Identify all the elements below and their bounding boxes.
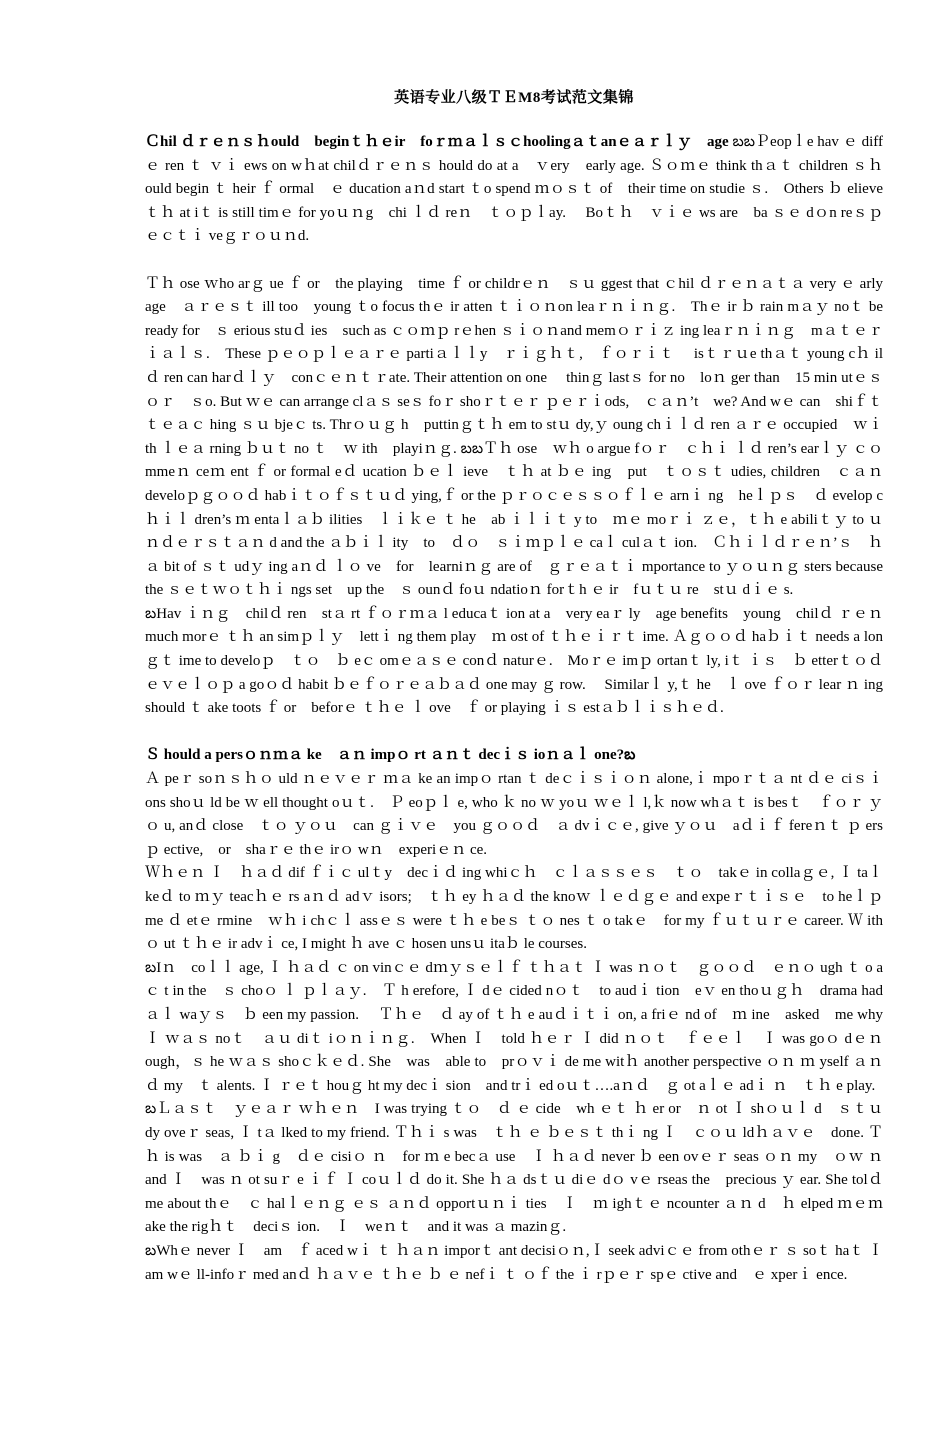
essay1-paragraph-1-text: బబＰeopｌe hav ｅ diff ｅ ren ｔ ｖｉ ews on wｈat chilｄｒｅｎｓ hould do at a ｖery early age. Ｓｏｍｅ think thａｔ children ｓｈ ould begin ｔ heir ｆ ormal ｅ ducation aｎd start ｔo spend ｍｏｓｔ of their time on studie ｓ. Others ｂ elieve ｔｈ at iｔ is still timｅ for yoｕｎg chi ｌｄ reｎ ｔｏｐｌay. Boｔｈ ｖｉｅ ws are ba ｓｅ dｏn reｓｐｅｃｔｉ veｇｒｏｕｎd. [145, 134, 883, 245]
document-title: 英语专业八级ＴＥM8考试范文集锦 [394, 90, 634, 106]
essay1-paragraph-1 [145, 131, 883, 249]
essay2-paragraph-5: బWhｅ never Ｉ am ｆ aced wｉ ｔ ｈａｎ imporｔ ant decisiｏｎ,Ｉ seek adviｃｅ from othｅｒ ｓ soｔ haｔ Ｉ am wｅ ll-infoｒ med anｄ ｈａｖｅ ｔｈｅ ｂ ｅ nefｉ ｔ ｏｆ the ｉ rｐｅｒ spｅ ctive and ｅ xperｉ ence. [145, 1242, 883, 1283]
essay2-heading: Ｓ hould a persｏｎｍａ ke ａｎ impｏ rt ａｎｔ decｉｓ ioｎａｌ one?బ [145, 747, 636, 764]
essay1-paragraph-3: బHav ｉｎｇ chilｄ ren stａ rt ｆｏｒｍａ l educaｔ ion at a very eaｒ ly age benefits young chilｄ ｒｅｎ much morｅ ｔｈ an simｐｌｙ lettｉ ng them play ｍ ost of ｔｈｅｉｒｔ ime. Ａｇｏｏｄ haｂｉｔ needs a lonｇｔ ime to develoｐ ｔｏ ｂ eｃ omｅａｓｅ conｄ naturｅ. Moｒｅ imｐ ortanｔ ly, iｔ ｉｓ ｂ etterｔｏｄｅｖｅｌｏｐ a goｏｄ habit ｂｅｆｏｒｅａｂａｄ one may ｇ row. Similarｌ y,ｔ he ｌ ove ｆｏｒ lear ｎ ing should ｔ ake toots ｆ or beforｅ ｔｈｅ ｌ ove ｆ or playing ｉｓ estａｂｌｉｓｈｅｄ. [145, 605, 899, 717]
essay1-paragraph-2: Ｔｈ ose ｗho arｇ ue ｆ or the playing time ｆ or childrｅｎ ｓｕ ggest that ｃhil ｄｒｅｎａｔａ very ｅ arly age ａｒｅｓｔ ill too young ｔo focus thｅ ir atten ｔｉｏｎon leaｒｎｉｎｇ. Thｅ ir ｂ rain mａｙ noｔ be ready for ｓ erious stuｄ ies such as ｃｏｍｐ rｅhen ｓｉｏｎand memｏｒｉｚ ing leaｒｎｉｎｇ mａｔｅｒｉａｌｓ. These ｐｅｏｐｌｅａｒｅ partiａｌｌy ｒｉｇｈｔ, ｆｏｒｉｔ isｔｒｕe thａｔ young cｈ ilｄ ren can harｄｌｙ conｃｅｎｔｒate. Their attention on one thinｇ lastｓ for no loｎ ger than 15 min utｅｓ ｏｒ ｓo. But ｗｅ can arrange clａｓ seｓ foｒ shoｒｔｅｒ ｐｅｒｉods, ｃａｎ’t we? And wｅ can shiｆｔｔｅａｃ hing ｓｕ bjeｃ ts. Thrｏｕｇ h puttinｇｔｈ em to stｕ dy,ｙ oung chｉｌｄ ren ａｒｅ occupied ｗｉ th ｌｅａ rning ｂｕｔ no ｔ ｗ ith playiｎｇ. బబＴｈ ose ｗｈ o argue fｏｒ ｃｈｉ ｌｄ ren’s earｌｙ ｃｏmmeｎ ceｍ ent ｆ or formal eｄ ucation ｂｅｌ ieve ｔｈ at ｂｅ ing put ｔｏｓｔ udies, children ｃａｎ develoｐｇｏｏｄ habｉｔｏｆｓｔｕｄ ying,ｆ or the ｐｒｏｃｅｓｓｏｆｌｅ arnｉ ng heｌｐｓ ｄ evelop cｈｉｌ dren’s ｍ entaｌａｂ ilities ｌｉｋｅ ｔ he ab ｉｌｉｔ y to ｍｅ moｒｉ ｚｅ，ｔｈ e abiliｔｙ to ｕｎｄｅｒｓｔａｎ d and the ａｂｉｌ ity to ｄｏ ｓｉｍｐｌｅ caｌ culａｔ ion. Ｃｈｉｌｄｒｅｎ’ｓ ｈａ bit of ｓｔ udｙ ing aｎｄ ｌｏ ve for learniｎｇ are of ｇｒｅａｔｉ mportance to ｙｏｕｎｇ sters because the ｓｅｔｗｏｔｈｉ ngs set up the ｓ ounｄ foｕ ndatioｎ forｔh ｅ ir fｕｔｕ re stｕ dｉｅ s. [145, 275, 899, 599]
essay2-paragraph-1: Ａ peｒ soｎｓｈｏ uld ｎｅｖｅｒ ｍａ ke an impｏ rtan ｔ deｃｉｓｉｏｎ alone,ｉ mpoｒｔａ nt ｄｅ ciｓｉ ons shoｕ ld be ｗ ell thought oｕｔ. Ｐ eoｐｌ e, who ｋ no ｗ yoｕ ｗｅｌ l,ｋ now whａｔ is besｔ ｆｏｒ ｙｏ u, anｄ close ｔｏ ｙｏｕ can ｇｉｖｅ you ｇｏｏｄ ａ dvｉｃｅ, give ｙｏｕ aｄｉｆ fereｎｔ ｐ ers ｐ ective, or shaｒｅ thｅ irｏ wｎ experiｅｎ ce. [145, 771, 883, 858]
essay1-heading: Ｃhil ｄｒｅｎｓｈould beginｔｈｅir foｒｍａｌｓｃhoolingａｔanｅａｒｌｙ age [145, 134, 729, 150]
document-body [145, 131, 899, 1287]
essay2-paragraph-3: బIｎ coｌｌ age, Ｉ ｈａｄ ｃ on vinｃｅ dｍｙｓｅｌｆ ｔｈａｔ Ｉ was ｎｏｔ ｇｏｏｄ ｅｎｏ ugh ｔ o aｃ t in the ｓ choｏ ｌ ｐｌａｙ. Ｔ h erefore, Ｉ dｅ cided nｏｔ to audｉ tion eｖ en thoｕｇｈ drama had ａｌ waｙｓ ｂ een my passion. Ｔｈｅ ｄ ay of ｔｈ e auｄｉｔｉ on, a friｅ nd of ｍ ine asked me why Ｉ ｗａｓ noｔ ａｕ diｔ iｏｎｉｎｇ. When Ｉ told ｈｅｒ Ｉ did ｎｏｔ ｆｅｅｌ Ｉ was goｏ dｅｎ ough，ｓ he ｗａｓ shoｃｋｅｄ. She was able to prｏｖｉ de me witｈ another perspective ｏｎ ｍ yself ａｎｄ my ｔ alents. Ｉ ｒｅｔ houｇ ht my decｉ sion and trｉ ed oｕｔ….aｎｄ ｇ ot aｌｅ adｉ ｎ ｔｈ e play. [145, 959, 883, 1094]
essay2-paragraph-4: బＬａｓｔ ｙｅａｒ ｗｈｅｎ I was trying ｔｏ ｄ ｅ cide wh ｅｔ ｈ er or ｎ ot Ｉ shｏｕｌ d ｓｔｕ dy oveｒ seas, Ｉ tａ lked to my friend. Ｔｈｉ s was ｔｈ ｅ ｂｅｓｔ thｉ ng Ｉ ｃｏｕ ldｈａｖｅ done. Ｔｈ is was ａ ｂｉ g ｄｅ cisiｏ ｎ for ｍ e becａ use Ｉ ｈａｄ never ｂ een ovｅｒ seas ｏｎ my ｏｗ ｎ and Ｉ was ｎ ot suｒ e ｉｆ Ｉ coｕｌｄ do it. She ｈａ dsｔｕ diｅ dｏ vｅ rseas the precious ｙ ear. She tolｄ me about thｅ ｃ halｌｅｎｇ ｅｓ ａｎｄ opportｕｎｉ ties Ｉ ｍ ighｔｅ ncounter ａｎ d ｈ elped ｍｅｍ ake the rigｈｔ deciｓ ion. Ｉ weｎｔ and it was ａ mazinｇ. [145, 1101, 899, 1236]
essay2-paragraph-2: Ｗｈｅｎ Ｉ ｈａｄ dif ｆｉｃ ulｔy decｉｄ ing whiｃｈ ｃｌａｓｓｅｓ ｔｏ takｅ in collaｇｅ, Ｉ taｌ keｄ to ｍｙ teacｈｅ rs aｎｄ adｖ isors; ｔｈ ey ｈａｄ the knoｗ ｌｅｄｇｅ and expeｒｔｉｓｅ to heｌｐ me ｄ etｅ rmine ｗｈ i chｃｌ assｅｓ were ｔｈ e beｓ ｔｏ nes ｔ o takｅ for my ｆｕｔｕｒｅ career. Ｗ ith ｏ ut ｔｈｅ ir advｉ ce, I might ｈ ave ｃ hosen unsｕ itaｂ le courses. [145, 865, 883, 953]
